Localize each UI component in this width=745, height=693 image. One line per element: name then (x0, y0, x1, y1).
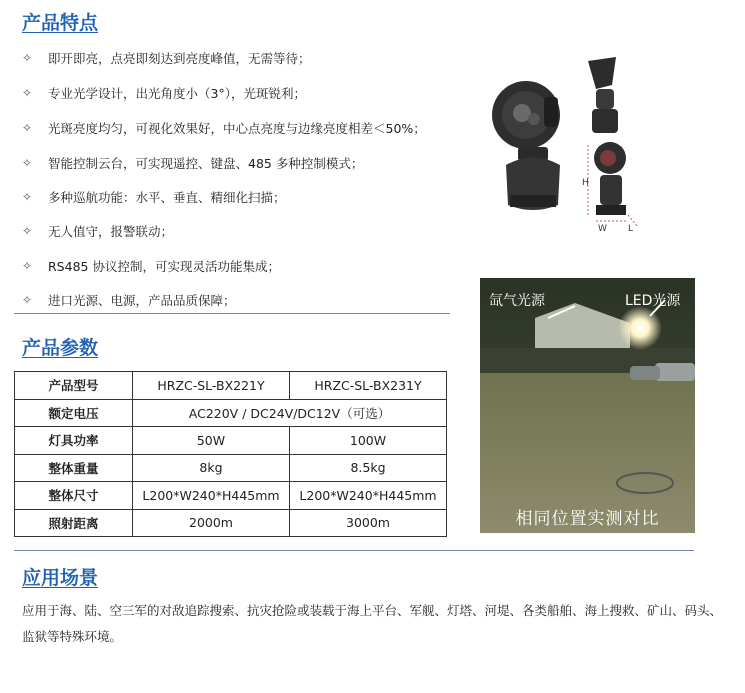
row-label: 灯具功率 (15, 427, 133, 455)
feature-item: ✧ 智能控制云台，可实现遥控、键盘、485 多种控制模式； (22, 156, 364, 171)
row-label: 整体重量 (15, 454, 133, 482)
cell-value: 100W (290, 427, 447, 455)
feature-item: ✧ 即开即亮，点亮即刻达到亮度峰值，无需等待； (22, 51, 311, 66)
cell-value: L200*W240*H445mm (133, 482, 290, 510)
dim-h-label: H (582, 178, 589, 188)
table-row (15, 399, 447, 427)
bullet-icon: ✧ (22, 259, 33, 273)
cell-value: 2000m (133, 509, 290, 537)
comparison-photo (480, 278, 695, 533)
feature-item: ✧ 无人值守，报警联动； (22, 224, 174, 239)
table-row (15, 509, 447, 537)
features-title: 产品特点 (22, 12, 99, 34)
row-label: 整体尺寸 (15, 482, 133, 510)
cell-value: L200*W240*H445mm (290, 482, 447, 510)
bullet-icon: ✧ (22, 86, 33, 100)
table-row (15, 427, 447, 455)
cell-value: HRZC-SL-BX221Y (133, 372, 290, 400)
bullet-icon: ✧ (22, 224, 33, 238)
bullet-icon: ✧ (22, 293, 33, 307)
xenon-label: 氙气光源 (489, 293, 545, 309)
applications-title: 应用场景 (22, 567, 99, 589)
cell-value: 50W (133, 427, 290, 455)
row-label: 额定电压 (15, 399, 133, 427)
feature-item: ✧ 光斑亮度均匀，可视化效果好，中心点亮度与边缘亮度相差＜50%； (22, 121, 426, 136)
row-label: 产品型号 (15, 372, 133, 400)
feature-item: ✧ 多种巡航功能：水平、垂直、精细化扫描； (22, 190, 286, 205)
searchlight-dimension-view (582, 142, 638, 234)
divider (14, 550, 694, 551)
product-image (488, 55, 648, 235)
bullet-icon: ✧ (22, 190, 33, 204)
table-row (15, 454, 447, 482)
bullet-icon: ✧ (22, 121, 33, 135)
cell-value: 3000m (290, 509, 447, 537)
row-label: 照射距离 (15, 509, 133, 537)
cell-value: 8.5kg (290, 454, 447, 482)
led-label: LED光源 (625, 293, 681, 309)
table-row (15, 372, 447, 400)
searchlight-large (492, 81, 560, 210)
cell-value: AC220V / DC24V/DC12V（可选） (133, 399, 447, 427)
cell-value: HRZC-SL-BX231Y (290, 372, 447, 400)
params-title: 产品参数 (22, 337, 99, 359)
spec-table (14, 371, 447, 537)
table-row (15, 482, 447, 510)
dim-l-label: L (628, 224, 634, 234)
dim-w-label: W (598, 224, 607, 234)
searchlight-side-view (588, 57, 618, 133)
bullet-icon: ✧ (22, 51, 33, 65)
feature-item: ✧ RS485 协议控制，可实现灵活功能集成； (22, 259, 280, 274)
divider (14, 313, 450, 314)
bullet-icon: ✧ (22, 156, 33, 170)
cell-value: 8kg (133, 454, 290, 482)
applications-text: 应用于海、陆、空三军的对敌追踪搜索、抗灾抢险或装载于海上平台、军舰、灯塔、河堤、各类船舶、海上搜救、矿山、码头、监狱等特殊环境。 (22, 603, 723, 644)
feature-item: ✧ 专业光学设计，出光角度小（3°），光斑锐利； (22, 86, 306, 101)
comparison-caption: 相同位置实测对比 (515, 509, 660, 529)
feature-item: ✧ 进口光源、电源，产品品质保障； (22, 293, 236, 308)
